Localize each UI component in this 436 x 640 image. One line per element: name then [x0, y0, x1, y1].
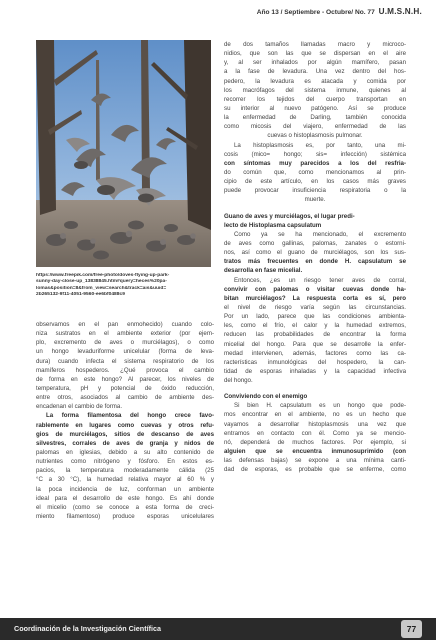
- page-number: 77: [401, 620, 422, 638]
- text-line: cosis (mico= hongo; sis= infección) sistémica: [224, 150, 406, 158]
- text-line: la enfermedad de Darling, también conocida: [224, 114, 406, 122]
- text-line: rablemente en lugares como cuevas y otros refu-: [36, 421, 214, 429]
- text-line: do común que, como mencionamos al prin-: [224, 168, 406, 176]
- text-line: bitan murciélagos? La respuesta corta es sí, pero: [224, 294, 406, 302]
- text-line: con síntomas muy parecidos a los del resfria-: [224, 159, 406, 167]
- text-line: recorrer los tejidos del cuerpo transportan en: [224, 95, 406, 103]
- footer-label: Coordinación de la Investigación Científica: [14, 624, 161, 633]
- text-line: la poca incidencia de luz, conforman un ambiente: [36, 485, 214, 493]
- text-line: gios de murciélagos, sitios de descanso de aves: [36, 430, 214, 438]
- section-heading: lecto de Histoplasma capsulatum: [224, 221, 322, 229]
- text-line: temperatura, pH y potencial de óxido reducción,: [36, 384, 214, 392]
- text-line: encadenan el cambio de forma.: [36, 403, 123, 411]
- text-line: mos encontrar en el ambiente, no es un hecho que: [224, 411, 406, 419]
- text-line: el nivel de riesgo varía según las circunstancias.: [224, 303, 406, 311]
- text-line: tidad de esporas inhaladas y la capacidad infectiva: [224, 367, 406, 375]
- text-line: muerte.: [304, 196, 326, 204]
- section-heading: Conviviendo con el enemigo: [224, 393, 308, 401]
- text-line: de forma en este hongo? Al parecer, los niveles de: [36, 375, 214, 383]
- text-line: Si bien H. capsulatum es un hongo que pode-: [234, 402, 406, 410]
- credit-line: lomas&position=8&from_view=search&track=ais&uuid=: [36, 285, 167, 291]
- text-line: °C a 30 °C), la humedad relativa mayor al 60 % y: [36, 476, 214, 484]
- text-line: nos, así como el guano de murciélagos, son los sus-: [224, 249, 406, 257]
- text-line: tratos más frecuentes en donde H. capsulatum se: [224, 258, 406, 266]
- right-column: [224, 40, 406, 474]
- text-line: y, al ser inhalados por algún mamífero, pasan: [224, 59, 406, 67]
- text-line: La histoplasmosis es, por tanto, una mi-: [234, 141, 406, 149]
- text-line: La forma filamentosa del hongo crece favo-: [46, 412, 214, 420]
- text-line: Por un lado, parece que las condiciones ambienta-: [224, 313, 406, 321]
- text-line: entre otros, asociados al cambio de ambiente des-: [36, 394, 214, 402]
- text-line: los macrófagos del sistema inmune, quienes al: [224, 86, 406, 94]
- text-line: el micelio (como se conoce a esta forma de creci-: [36, 503, 214, 511]
- text-line: palomas en iglesias, debido a su alto contenido de: [36, 448, 214, 456]
- text-line: niza sustratos en el ambiente exterior (por ejem-: [36, 330, 214, 338]
- text-line: nó, dependerá de muchos factores. Por ejemplo, si: [224, 438, 406, 446]
- text-line: pedero, la levadura es atacada y comida por: [224, 77, 406, 85]
- page-footer: [0, 618, 436, 640]
- text-line: ideal para el desarrollo de este hongo. Es ahí donde: [36, 494, 214, 502]
- text-line: del hongo.: [224, 377, 253, 385]
- text-line: entramos en contacto con él. Como ya se mencio-: [224, 429, 406, 437]
- text-line: cipio de este artículo, en los casos más graves: [224, 178, 406, 186]
- text-line: a la fase de levadura. Una vez dentro del hos-: [224, 68, 406, 76]
- photo-credit: [36, 273, 214, 299]
- credit-line: sunny-day-close-up_13838845.htm#query=heces%20pa-: [36, 279, 167, 285]
- text-line: les, como el frío, el calor y la humedad extremos,: [224, 322, 406, 330]
- text-line: medad intervienen, además, factores como las ca-: [224, 349, 406, 357]
- text-line: convivir con palomas o visitar cuevas donde ha-: [224, 285, 406, 293]
- institution-label: U.M.S.N.H.: [378, 7, 422, 16]
- text-line: observamos en el pan enmohecido) cuando colo-: [36, 321, 214, 328]
- section-heading: Guano de aves y murciélagos, el lugar predi-: [224, 212, 355, 220]
- left-column: [36, 320, 214, 521]
- text-line: vayamos a desarrollar histoplasmosis una vez que: [224, 420, 406, 428]
- text-line: de dos tamaños llamadas macro y microco-: [224, 41, 406, 48]
- text-line: su interior al nuevo patógeno. Así se produce: [224, 104, 406, 112]
- credit-line: 2b265132-9f11-4051-9560-ee6bf0488c9: [36, 292, 125, 298]
- text-line: de aves como gallinas, palomas, zanates o estorni-: [224, 239, 406, 247]
- text-line: nutrientes como nitrógeno y fósforo. En estos es-: [36, 458, 214, 466]
- issue-label: Año 13 / Septiembre - Octubre/ No. 77: [256, 9, 375, 16]
- text-line: cuevas o histoplasmosis pulmonar.: [267, 132, 363, 140]
- text-line: dad de esporas, es probable que se enferme, como: [224, 466, 406, 474]
- text-line: pacios, la temperatura moderadamente cálida (25: [36, 467, 214, 475]
- text-line: como micosis del viajero, enfermedad de las: [224, 123, 406, 131]
- text-line: plo, excremento de aves o murciélagos), o como: [36, 339, 214, 347]
- text-line: micelial del hongo. Para que se desarrolle la enfer-: [224, 340, 406, 348]
- text-line: nidios, que son las que se dispersan en el aire: [224, 50, 406, 58]
- credit-line: https://www.freepik.com/free-photo/doves-flying-up-park-: [36, 273, 170, 278]
- text-line: dura) cuando infecta el sistema respiratorio de los: [36, 357, 214, 365]
- text-line: reducen las probabilidades de encontrar la forma: [224, 331, 406, 339]
- article-photo: [36, 40, 211, 267]
- text-line: silvestres, corrales de aves de granja y nidos de: [36, 439, 214, 447]
- text-line: un hongo levaduriforme unicelular (forma de leva-: [36, 348, 214, 356]
- text-line: Como ya se ha mencionado, el excremento: [234, 230, 406, 238]
- text-line: racterísticas inmunológicas del hospedero, la can-: [224, 358, 406, 366]
- text-line: alguien que se encuentra inmunosuprimido (con: [224, 448, 406, 456]
- text-line: las defensas bajas) se expone a una mínima canti-: [224, 457, 406, 465]
- running-header: [257, 7, 422, 16]
- text-line: miento filamentoso) produce esporas unicelulares: [36, 512, 214, 520]
- pigeons-flying-image: [36, 40, 211, 267]
- text-line: Entonces, ¿es un riesgo tener aves de corral,: [234, 276, 406, 284]
- text-line: mamíferos hospederos. ¿Qué provoca el cambio: [36, 366, 214, 374]
- text-line: desarrolla en fase micelial.: [224, 267, 303, 275]
- text-line: puede provocar insuficiencia respiratoria o la: [224, 187, 406, 195]
